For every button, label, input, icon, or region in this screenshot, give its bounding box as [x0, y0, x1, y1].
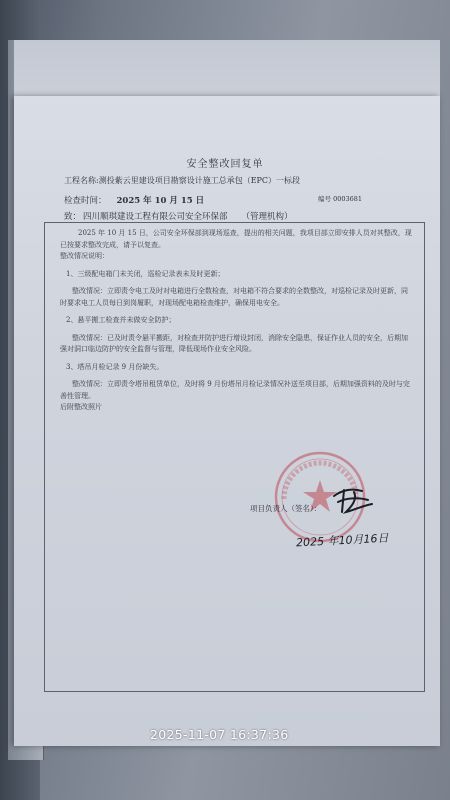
recipient-prefix: 致：	[64, 212, 82, 222]
photo-timestamp: 2025-11-07 16:37:36	[150, 727, 289, 742]
signature-label: 项目负责人（签名）：	[250, 504, 322, 513]
document-body	[60, 228, 412, 414]
project-name: 工程名称:测投紫云里建设项目勘察设计施工总承包（EPC）一标段	[64, 176, 301, 185]
issue-2: 2、悬平搬工检查并未做安全防护；	[66, 316, 176, 324]
fix-2: 整改情况：已及时责令悬平搬距，对检查并防护进行增设封闭，消除安全隐患，保证作业人员的安全，后期加强对洞口临边防护的安全监督与管理，降低现场作业安全风险。	[60, 333, 408, 353]
check-date	[64, 194, 204, 206]
issue-3: 3、塔吊月检记录 9 月份缺失。	[66, 362, 164, 371]
check-date-value: 2025 年 10 月 15 日	[116, 196, 205, 206]
intro-paragraph: 2025 年 10 月 15 日，公司安全环保部到现场巡查，提出的相关问题，我项目部立即安排人员对其整改，现已按要求整改完成，请予以复查。	[60, 229, 412, 249]
recipient-unit: 四川顺琪建设工程有限公司安全环保部	[83, 212, 228, 222]
handwritten-signature	[328, 482, 376, 520]
document-title: 安全整改回复单	[186, 159, 264, 170]
issue-1: 1、三级配电箱门未关闭，巡检记录表未及时更新；	[66, 269, 225, 278]
fix-3: 整改情况：立即责令塔吊租赁单位，及时将 9 月份塔吊月检记录情况补送至项目部，后期加强资料的及时与完善性管理。	[60, 380, 410, 400]
status-heading: 整改情况说明：	[60, 252, 109, 260]
fix-1: 整改情况：立即责令电工及时对电箱进行全数检查，对电箱不符合要求的全数整改，对巡检记录及时更新，同时要求电工人员每日到岗履职，对现场配电箱检查维护，确保用电安全。	[60, 287, 408, 307]
check-date-label: 检查时间：	[64, 196, 107, 206]
document-number: 编号 0003681	[318, 195, 363, 203]
paper-top-fold	[14, 40, 440, 104]
handwritten-date: 2025 年10月16日	[295, 531, 389, 550]
recipient-suffix: （管理机构）	[241, 212, 293, 222]
attachment-note: 后附整改照片	[60, 403, 102, 411]
